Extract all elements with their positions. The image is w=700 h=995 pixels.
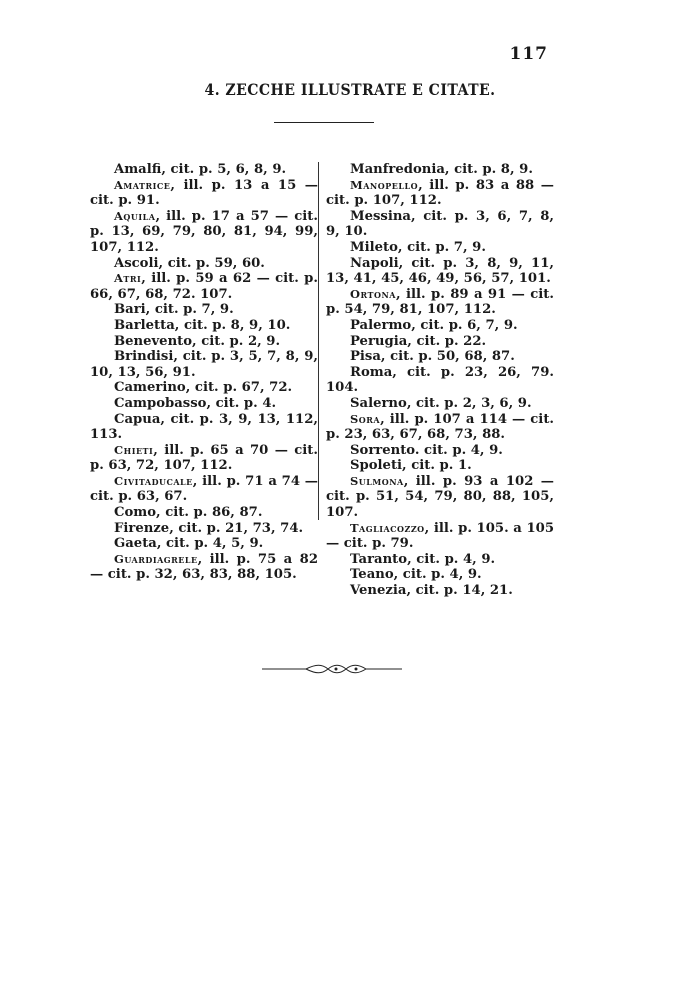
index-entry bbox=[326, 583, 554, 599]
index-entry bbox=[90, 349, 318, 380]
mint-name: Messina bbox=[350, 208, 411, 224]
index-column-right bbox=[326, 162, 554, 599]
page-references: , cit. p. 3, 8, 9, 11, 13, 41, 45, 46, 49, 56, 57, 101. bbox=[326, 255, 554, 287]
page-references: , cit. p. 14, 21. bbox=[406, 583, 513, 599]
mint-name: Teano bbox=[350, 567, 394, 583]
mint-name: Campobasso bbox=[114, 395, 207, 411]
page-references: , cit. p. 22. bbox=[407, 333, 487, 349]
mint-name: Atri bbox=[114, 271, 142, 286]
mint-name: Barletta bbox=[114, 317, 175, 333]
page-references: , cit. p. 4, 5, 9. bbox=[156, 536, 264, 552]
mint-name: Napoli bbox=[350, 255, 399, 271]
page-references: , cit. p. 3, 6, 7, 8, 9, 10. bbox=[326, 208, 554, 240]
mint-name: Como bbox=[114, 505, 157, 521]
page-references: , ill. p. 71 a 74 — cit. p. 63, 67. bbox=[90, 473, 318, 505]
index-entry bbox=[90, 505, 318, 521]
page-references: , cit. p. 3, 5, 7, 8, 9, 10, 13, 56, 91. bbox=[90, 349, 318, 380]
mint-name: Amalfi bbox=[114, 162, 162, 177]
index-entry bbox=[90, 302, 318, 318]
mint-name: Perugia bbox=[350, 333, 408, 349]
title-rule bbox=[274, 122, 374, 123]
index-entry bbox=[326, 318, 554, 334]
page-references: , cit. p. 4, 9. bbox=[393, 567, 482, 583]
mint-name: Taranto bbox=[350, 551, 408, 567]
page-references: , cit. p. 8, 9. bbox=[444, 162, 533, 177]
mint-name: Spoleti bbox=[350, 458, 403, 474]
page-references: , cit. p. 7, 9. bbox=[145, 302, 234, 318]
mint-name: Camerino bbox=[114, 380, 186, 396]
mint-name: Civitaducale bbox=[114, 473, 193, 488]
mint-name: Amatrice bbox=[114, 177, 171, 192]
mint-name: Mileto bbox=[350, 239, 398, 255]
index-entry bbox=[90, 334, 318, 350]
page-references: , cit. p. 50, 68, 87. bbox=[380, 349, 515, 365]
mint-name: Palermo bbox=[350, 317, 412, 333]
page-references: , cit. p. 21, 73, 74. bbox=[169, 520, 304, 536]
mint-name: Aquila bbox=[114, 208, 156, 223]
page-references: , ill. p. 59 a 62 — cit. p. 66, 67, 68, 72. 107. bbox=[90, 271, 318, 302]
page-references: , cit. p. 67, 72. bbox=[185, 380, 293, 396]
ornament-divider bbox=[262, 662, 422, 676]
mint-name: Brindisi bbox=[114, 349, 174, 365]
index-entry bbox=[326, 396, 554, 412]
page-references: , cit. p. 3, 9, 13, 112, 113. bbox=[90, 411, 318, 443]
ornament-icon bbox=[262, 662, 422, 676]
index-entry bbox=[90, 521, 318, 537]
index-entry bbox=[90, 380, 318, 396]
mint-name: Ascoli bbox=[114, 255, 159, 271]
page-references: , cit. p. 8, 9, 10. bbox=[174, 317, 291, 333]
column-divider bbox=[318, 162, 319, 520]
index-entry bbox=[90, 209, 318, 256]
mint-name: Sorrento bbox=[350, 442, 415, 458]
index-entry bbox=[326, 474, 554, 521]
page-references: , cit. p. 23, 26, 79. 104. bbox=[326, 364, 554, 396]
mint-name: Gaeta bbox=[114, 536, 157, 552]
index-entry bbox=[326, 552, 554, 568]
index-column-left bbox=[90, 162, 318, 583]
page-references: , ill. p. 17 a 57 — cit. p. 13, 69, 79, 80, 81, 94, 99, 107, 112. bbox=[90, 208, 318, 255]
mint-name: Venezia bbox=[350, 583, 407, 599]
mint-name: Tagliacozzo bbox=[350, 520, 425, 535]
page-title: 4. ZECCHE ILLUSTRATE E CITATE. bbox=[204, 80, 496, 99]
page-references: , ill. p. 83 a 88 — cit. p. 107, 112. bbox=[326, 177, 554, 209]
page-references: . cit. p. 4, 9. bbox=[414, 442, 503, 458]
index-entry bbox=[90, 552, 318, 583]
index-entry bbox=[326, 240, 554, 256]
index-entry bbox=[326, 178, 554, 209]
index-entry bbox=[326, 287, 554, 318]
page-references: , ill. p. 65 a 70 — cit. p. 63, 72, 107, 112. bbox=[90, 442, 318, 474]
mint-name: Manfredonia bbox=[350, 162, 445, 177]
page-number: 117 bbox=[509, 44, 548, 64]
index-entry bbox=[90, 318, 318, 334]
index-entry bbox=[326, 458, 554, 474]
index-entry bbox=[326, 162, 554, 178]
page-references: , ill. p. 13 a 15 — cit. p. 91. bbox=[90, 177, 318, 209]
mint-name: Guardiagrele bbox=[114, 551, 198, 566]
mint-name: Benevento bbox=[114, 333, 193, 349]
index-entry bbox=[90, 443, 318, 474]
index-entry bbox=[326, 365, 554, 396]
mint-name: Capua bbox=[114, 411, 161, 427]
page-references: , ill. p. 93 a 102 — cit. p. 51, 54, 79, 80, 88, 105, 107. bbox=[326, 473, 554, 521]
page-references: , cit. p. 4, 9. bbox=[407, 551, 496, 567]
mint-name: Sora bbox=[350, 411, 381, 426]
mint-name: Chieti bbox=[114, 442, 154, 457]
index-entry bbox=[326, 256, 554, 287]
mint-name: Firenze bbox=[114, 520, 170, 536]
page-references: , ill. p. 75 a 82 — cit. p. 32, 63, 83, 88, 105. bbox=[90, 551, 318, 583]
page-references: , cit. p. 4. bbox=[206, 395, 277, 411]
page-references: , cit. p. 2, 3, 6, 9. bbox=[406, 395, 532, 411]
page-references: , ill. p. 107 a 114 — cit. p. 23, 63, 67, 68, 73, 88. bbox=[326, 411, 554, 443]
mint-name: Roma bbox=[350, 364, 393, 380]
index-entry bbox=[90, 474, 318, 505]
mint-name: Manopello bbox=[350, 177, 419, 192]
page-references: , cit. p. 2, 9. bbox=[192, 333, 281, 349]
page-references: , cit. p. 59, 60. bbox=[158, 255, 265, 271]
index-entry bbox=[326, 567, 554, 583]
index-entry bbox=[326, 209, 554, 240]
index-entry bbox=[90, 396, 318, 412]
mint-name: Bari bbox=[114, 302, 146, 318]
page-references: , cit. p. 7, 9. bbox=[397, 239, 486, 255]
page-references: , ill. p. 89 a 91 — cit. p. 54, 79, 81, 107, 112. bbox=[326, 286, 554, 318]
mint-name: Sulmona bbox=[350, 473, 404, 488]
page-references: , cit. p. 6, 7, 9. bbox=[411, 317, 518, 333]
mint-name: Salerno bbox=[350, 395, 407, 411]
index-entry bbox=[90, 412, 318, 443]
index-entry bbox=[90, 178, 318, 209]
index-entry bbox=[90, 536, 318, 552]
index-entry bbox=[326, 521, 554, 552]
index-entry bbox=[90, 271, 318, 302]
index-entry bbox=[326, 412, 554, 443]
index-entry bbox=[90, 256, 318, 272]
index-entry bbox=[326, 443, 554, 459]
page-references: , cit. p. 1. bbox=[402, 458, 472, 474]
page-references: , ill. p. 105. a 105 — cit. p. 79. bbox=[326, 520, 554, 552]
page-references: , cit. p. 5, 6, 8, 9. bbox=[161, 162, 287, 177]
index-entry bbox=[326, 349, 554, 365]
mint-name: Pisa bbox=[350, 349, 381, 365]
mint-name: Ortona bbox=[350, 286, 396, 301]
index-entry bbox=[90, 162, 318, 178]
page-references: , cit. p. 86, 87. bbox=[156, 505, 263, 521]
index-entry bbox=[326, 334, 554, 350]
